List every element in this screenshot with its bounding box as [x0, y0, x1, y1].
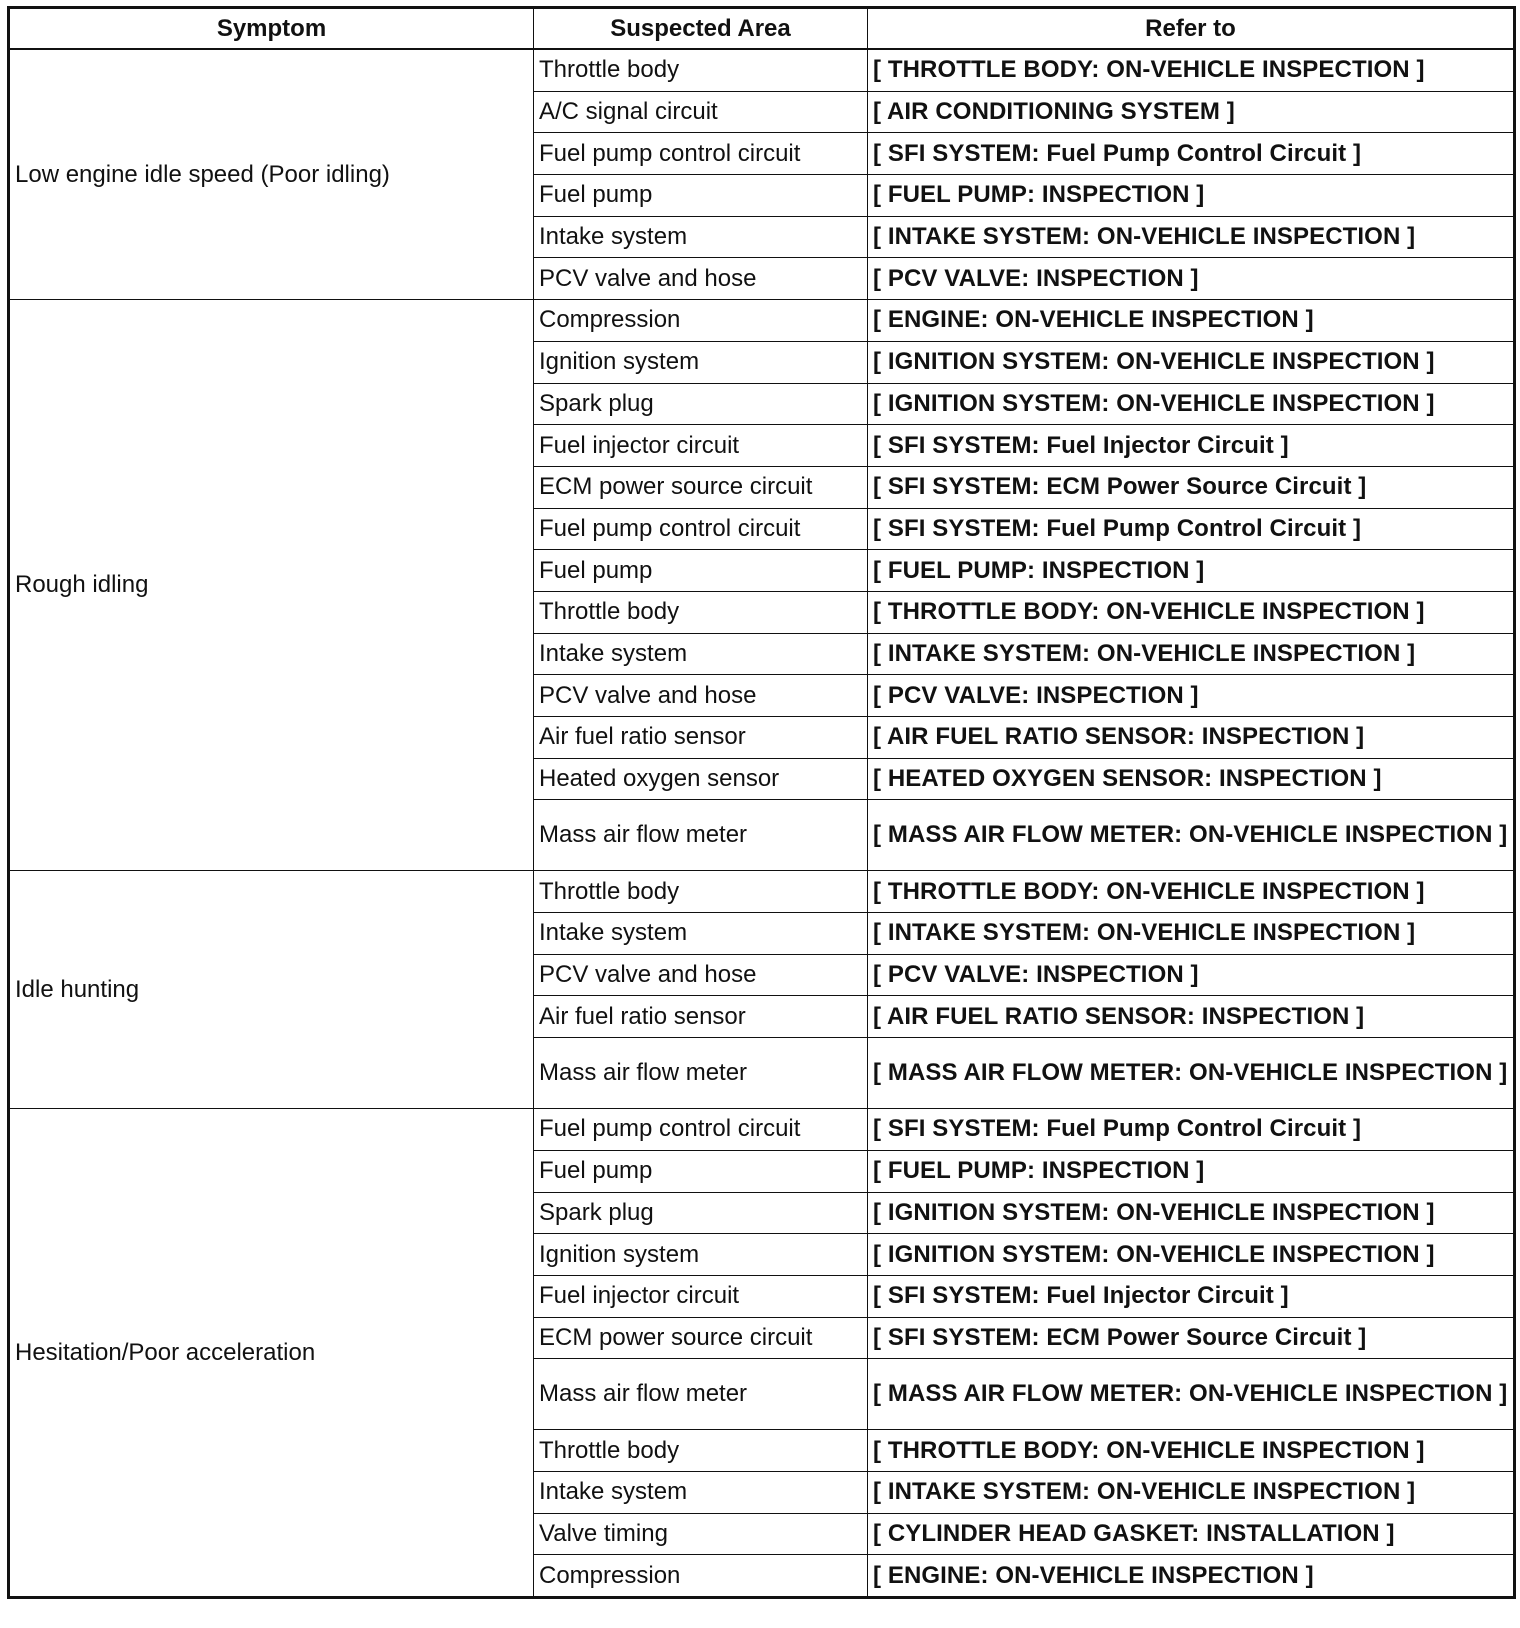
refer-to-cell: [ ENGINE: ON-VEHICLE INSPECTION ] — [868, 1555, 1515, 1598]
refer-to-cell: [ MASS AIR FLOW METER: ON-VEHICLE INSPECTION ] — [868, 800, 1515, 871]
suspected-area-cell: Intake system — [534, 913, 868, 955]
suspected-area-cell: Intake system — [534, 216, 868, 258]
refer-to-cell: [ SFI SYSTEM: Fuel Injector Circuit ] — [868, 1275, 1515, 1317]
table-row — [9, 1109, 1515, 1151]
suspected-area-cell: Fuel injector circuit — [534, 425, 868, 467]
suspected-area-cell: Mass air flow meter — [534, 1038, 868, 1109]
refer-to-cell: [ FUEL PUMP: INSPECTION ] — [868, 175, 1515, 217]
suspected-area-cell: Fuel pump — [534, 550, 868, 592]
symptom-cell: Rough idling — [9, 300, 534, 871]
suspected-area-cell: ECM power source circuit — [534, 466, 868, 508]
refer-to-cell: [ SFI SYSTEM: Fuel Pump Control Circuit ] — [868, 1109, 1515, 1151]
suspected-area-cell: Fuel pump control circuit — [534, 508, 868, 550]
refer-to-cell: [ AIR FUEL RATIO SENSOR: INSPECTION ] — [868, 996, 1515, 1038]
suspected-area-cell: A/C signal circuit — [534, 91, 868, 133]
suspected-area-cell: Fuel pump control circuit — [534, 133, 868, 175]
suspected-area-cell: Fuel pump control circuit — [534, 1109, 868, 1151]
refer-to-cell: [ THROTTLE BODY: ON-VEHICLE INSPECTION ] — [868, 871, 1515, 913]
refer-to-cell: [ HEATED OXYGEN SENSOR: INSPECTION ] — [868, 758, 1515, 800]
refer-to-cell: [ INTAKE SYSTEM: ON-VEHICLE INSPECTION ] — [868, 216, 1515, 258]
suspected-area-cell: Mass air flow meter — [534, 800, 868, 871]
suspected-area-cell: PCV valve and hose — [534, 954, 868, 996]
suspected-area-cell: Ignition system — [534, 1234, 868, 1276]
suspected-area-cell: ECM power source circuit — [534, 1317, 868, 1359]
refer-to-cell: [ INTAKE SYSTEM: ON-VEHICLE INSPECTION ] — [868, 1471, 1515, 1513]
suspected-area-cell: PCV valve and hose — [534, 258, 868, 300]
refer-to-cell: [ ENGINE: ON-VEHICLE INSPECTION ] — [868, 300, 1515, 342]
suspected-area-cell: PCV valve and hose — [534, 675, 868, 717]
refer-to-cell: [ MASS AIR FLOW METER: ON-VEHICLE INSPECTION ] — [868, 1038, 1515, 1109]
diagnosis-table — [7, 6, 1516, 1599]
suspected-area-cell: Throttle body — [534, 49, 868, 91]
suspected-area-cell: Intake system — [534, 633, 868, 675]
suspected-area-cell: Compression — [534, 1555, 868, 1598]
refer-to-cell: [ THROTTLE BODY: ON-VEHICLE INSPECTION ] — [868, 591, 1515, 633]
suspected-area-cell: Valve timing — [534, 1513, 868, 1555]
suspected-area-cell: Throttle body — [534, 871, 868, 913]
table-row — [9, 300, 1515, 342]
symptom-cell: Hesitation/Poor acceleration — [9, 1109, 534, 1598]
suspected-area-cell: Mass air flow meter — [534, 1359, 868, 1430]
refer-to-cell: [ FUEL PUMP: INSPECTION ] — [868, 550, 1515, 592]
refer-to-cell: [ FUEL PUMP: INSPECTION ] — [868, 1150, 1515, 1192]
refer-to-cell: [ SFI SYSTEM: Fuel Injector Circuit ] — [868, 425, 1515, 467]
header-symptom: Symptom — [9, 8, 534, 50]
suspected-area-cell: Fuel pump — [534, 1150, 868, 1192]
refer-to-cell: [ SFI SYSTEM: Fuel Pump Control Circuit ] — [868, 508, 1515, 550]
refer-to-cell: [ THROTTLE BODY: ON-VEHICLE INSPECTION ] — [868, 1430, 1515, 1472]
suspected-area-cell: Throttle body — [534, 1430, 868, 1472]
suspected-area-cell: Ignition system — [534, 341, 868, 383]
suspected-area-cell: Spark plug — [534, 383, 868, 425]
suspected-area-cell: Fuel injector circuit — [534, 1275, 868, 1317]
refer-to-cell: [ PCV VALVE: INSPECTION ] — [868, 954, 1515, 996]
table-header-row — [9, 8, 1515, 50]
refer-to-cell: [ IGNITION SYSTEM: ON-VEHICLE INSPECTION ] — [868, 341, 1515, 383]
refer-to-cell: [ THROTTLE BODY: ON-VEHICLE INSPECTION ] — [868, 49, 1515, 91]
table-row — [9, 871, 1515, 913]
refer-to-cell: [ SFI SYSTEM: ECM Power Source Circuit ] — [868, 466, 1515, 508]
suspected-area-cell: Heated oxygen sensor — [534, 758, 868, 800]
suspected-area-cell: Fuel pump — [534, 175, 868, 217]
suspected-area-cell: Air fuel ratio sensor — [534, 996, 868, 1038]
refer-to-cell: [ IGNITION SYSTEM: ON-VEHICLE INSPECTION ] — [868, 1192, 1515, 1234]
refer-to-cell: [ IGNITION SYSTEM: ON-VEHICLE INSPECTION ] — [868, 1234, 1515, 1276]
suspected-area-cell: Spark plug — [534, 1192, 868, 1234]
refer-to-cell: [ AIR FUEL RATIO SENSOR: INSPECTION ] — [868, 717, 1515, 759]
suspected-area-cell: Air fuel ratio sensor — [534, 717, 868, 759]
header-suspected-area: Suspected Area — [534, 8, 868, 50]
refer-to-cell: [ SFI SYSTEM: Fuel Pump Control Circuit ] — [868, 133, 1515, 175]
refer-to-cell: [ PCV VALVE: INSPECTION ] — [868, 675, 1515, 717]
suspected-area-cell: Throttle body — [534, 591, 868, 633]
refer-to-cell: [ INTAKE SYSTEM: ON-VEHICLE INSPECTION ] — [868, 913, 1515, 955]
refer-to-cell: [ PCV VALVE: INSPECTION ] — [868, 258, 1515, 300]
refer-to-cell: [ CYLINDER HEAD GASKET: INSTALLATION ] — [868, 1513, 1515, 1555]
refer-to-cell: [ SFI SYSTEM: ECM Power Source Circuit ] — [868, 1317, 1515, 1359]
suspected-area-cell: Compression — [534, 300, 868, 342]
symptom-cell: Idle hunting — [9, 871, 534, 1109]
refer-to-cell: [ IGNITION SYSTEM: ON-VEHICLE INSPECTION ] — [868, 383, 1515, 425]
table-body — [9, 49, 1515, 1598]
table-row — [9, 49, 1515, 91]
refer-to-cell: [ AIR CONDITIONING SYSTEM ] — [868, 91, 1515, 133]
header-refer-to: Refer to — [868, 8, 1515, 50]
symptom-cell: Low engine idle speed (Poor idling) — [9, 49, 534, 300]
refer-to-cell: [ INTAKE SYSTEM: ON-VEHICLE INSPECTION ] — [868, 633, 1515, 675]
suspected-area-cell: Intake system — [534, 1471, 868, 1513]
refer-to-cell: [ MASS AIR FLOW METER: ON-VEHICLE INSPECTION ] — [868, 1359, 1515, 1430]
